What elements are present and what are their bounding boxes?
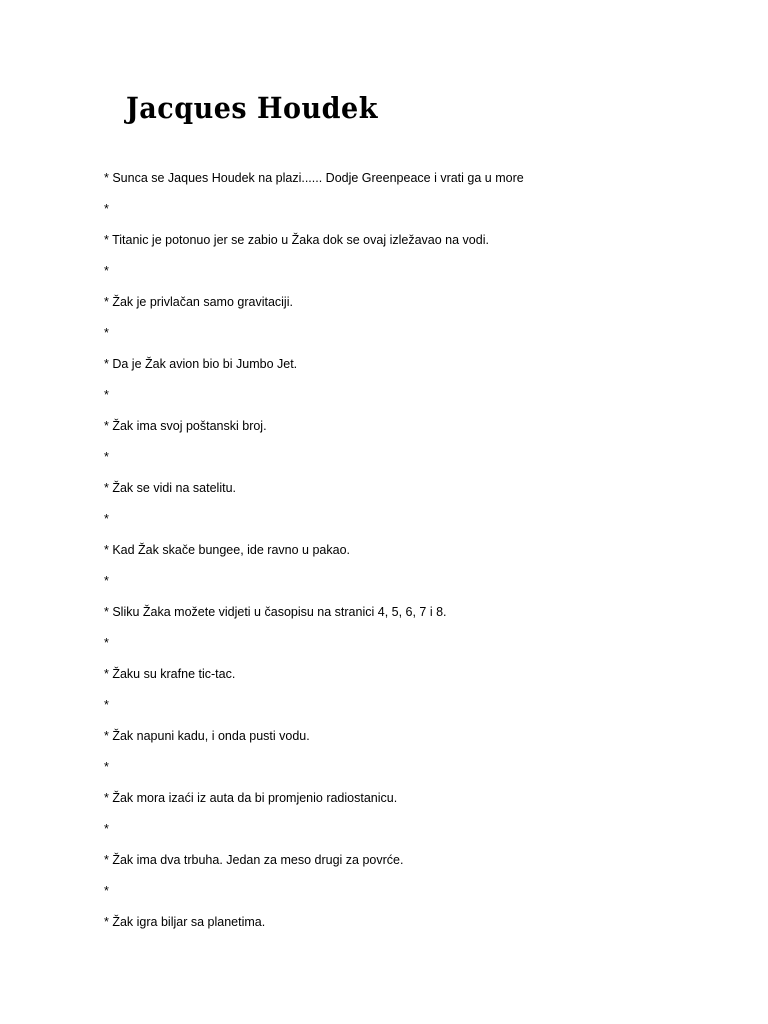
joke-line: * Da je Žak avion bio bi Jumbo Jet. <box>104 357 298 371</box>
separator-line: * <box>104 326 109 340</box>
separator-line: * <box>104 202 109 216</box>
joke-line: * Žak ima dva trbuha. Jedan za meso drugi za povrće. <box>104 853 404 867</box>
joke-line: * Žak je privlačan samo gravitaciji. <box>104 295 293 309</box>
joke-line: * Titanic je potonuo jer se zabio u Žaka dok se ovaj izležavao na vodi. <box>104 233 489 247</box>
separator-line: * <box>104 698 109 712</box>
document-title: Jacques Houdek <box>126 92 378 126</box>
separator-line: * <box>104 388 109 402</box>
joke-line: * Sliku Žaka možete vidjeti u časopisu na stranici 4, 5, 6, 7 i 8. <box>104 605 447 619</box>
separator-line: * <box>104 574 109 588</box>
separator-line: * <box>104 636 109 650</box>
joke-line: * Žak napuni kadu, i onda pusti vodu. <box>104 729 310 743</box>
joke-line: * Žak ima svoj poštanski broj. <box>104 419 267 433</box>
joke-list <box>104 168 704 943</box>
joke-line: * Žak igra biljar sa planetima. <box>104 915 266 929</box>
separator-line: * <box>104 512 109 526</box>
joke-line: * Žaku su krafne tic-tac. <box>104 667 236 681</box>
joke-line: * Žak mora izaći iz auta da bi promjenio radiostanicu. <box>104 791 398 805</box>
joke-line: * Sunca se Jaques Houdek na plazi...... Dodje Greenpeace i vrati ga u more <box>104 171 524 185</box>
joke-line: * Kad Žak skače bungee, ide ravno u pakao. <box>104 543 350 557</box>
separator-line: * <box>104 760 109 774</box>
joke-line: * Žak se vidi na satelitu. <box>104 481 237 495</box>
separator-line: * <box>104 884 109 898</box>
separator-line: * <box>104 450 109 464</box>
separator-line: * <box>104 822 109 836</box>
separator-line: * <box>104 264 109 278</box>
